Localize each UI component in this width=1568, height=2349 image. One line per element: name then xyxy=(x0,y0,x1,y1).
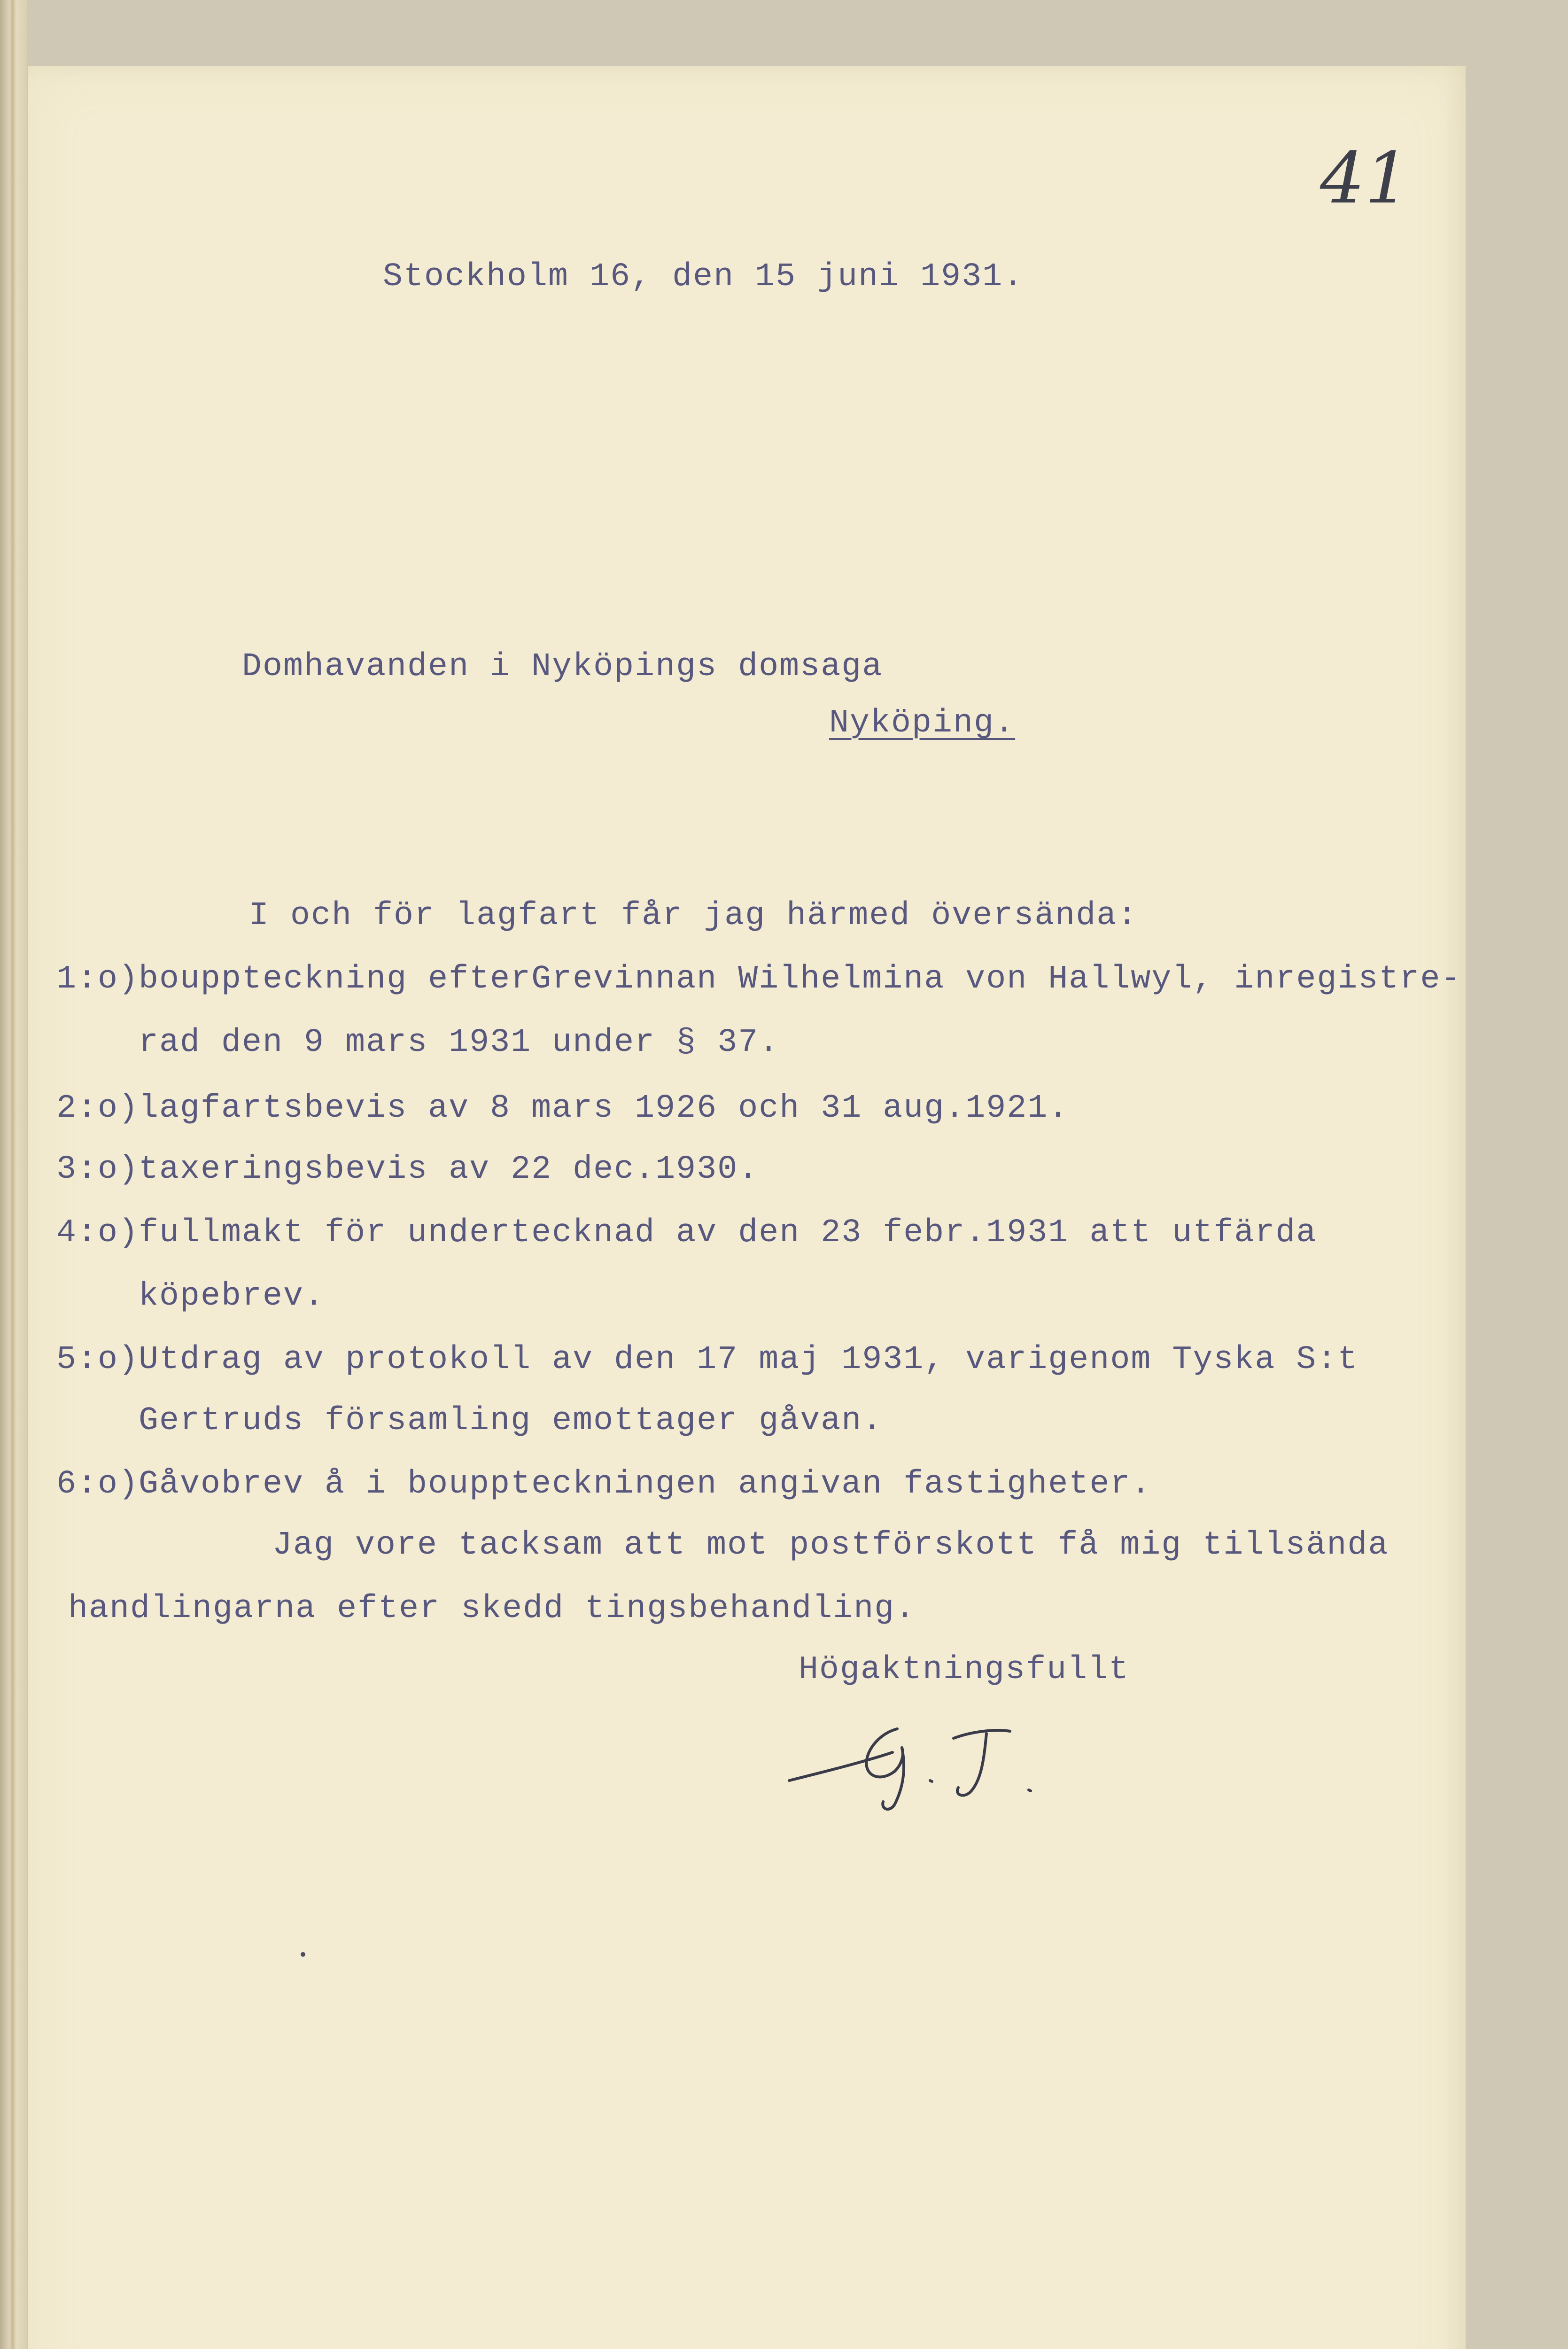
page-gutter-shadow xyxy=(9,0,16,2349)
item-number: 3:o) xyxy=(56,1151,140,1188)
archive-page-number: 41 xyxy=(1320,138,1410,219)
recipient-city: Nyköping. xyxy=(829,705,1016,742)
item-number: 4:o) xyxy=(56,1214,140,1252)
date-line: Stockholm 16, den 15 juni 1931. xyxy=(383,258,1024,296)
item-text-line: rad den 9 mars 1931 under § 37. xyxy=(139,1024,780,1061)
item-text-line: bouppteckning efterGrevinnan Wilhelmina von Hallwyl, inregistre- xyxy=(139,961,1462,998)
item-number: 1:o) xyxy=(56,961,140,998)
item-text-line: köpebrev. xyxy=(139,1278,325,1315)
recipient-name: Domhavanden i Nyköpings domsaga xyxy=(242,648,883,685)
item-text-line: lagfartsbevis av 8 mars 1926 och 31 aug.1921. xyxy=(139,1090,1069,1127)
item-number: 2:o) xyxy=(56,1090,140,1127)
intro-line: I och för lagfart får jag härmed översända: xyxy=(249,897,1138,934)
letter-page xyxy=(28,66,1466,2349)
item-number: 6:o) xyxy=(56,1466,140,1503)
paper-speck xyxy=(301,1952,305,1957)
item-number: 5:o) xyxy=(56,1341,140,1378)
item-text-line: Gåvobrev å i bouppteckningen angivan fastigheter. xyxy=(139,1466,1152,1503)
item-text-line: Utdrag av protokoll av den 17 maj 1931, varigenom Tyska S:t xyxy=(139,1341,1358,1378)
item-text-line: fullmakt för undertecknad av den 23 febr.1931 att utfärda xyxy=(139,1214,1317,1252)
item-text-line: taxeringsbevis av 22 dec.1930. xyxy=(139,1151,759,1188)
valediction: Högaktningsfullt xyxy=(799,1651,1130,1688)
closing-line: handlingarna efter skedd tingsbehandling. xyxy=(68,1590,916,1627)
closing-line: Jag vore tacksam att mot postförskott få mig tillsända xyxy=(272,1527,1389,1564)
item-text-line: Gertruds församling emottager gåvan. xyxy=(139,1402,883,1439)
handwritten-signature xyxy=(784,1710,1066,1813)
